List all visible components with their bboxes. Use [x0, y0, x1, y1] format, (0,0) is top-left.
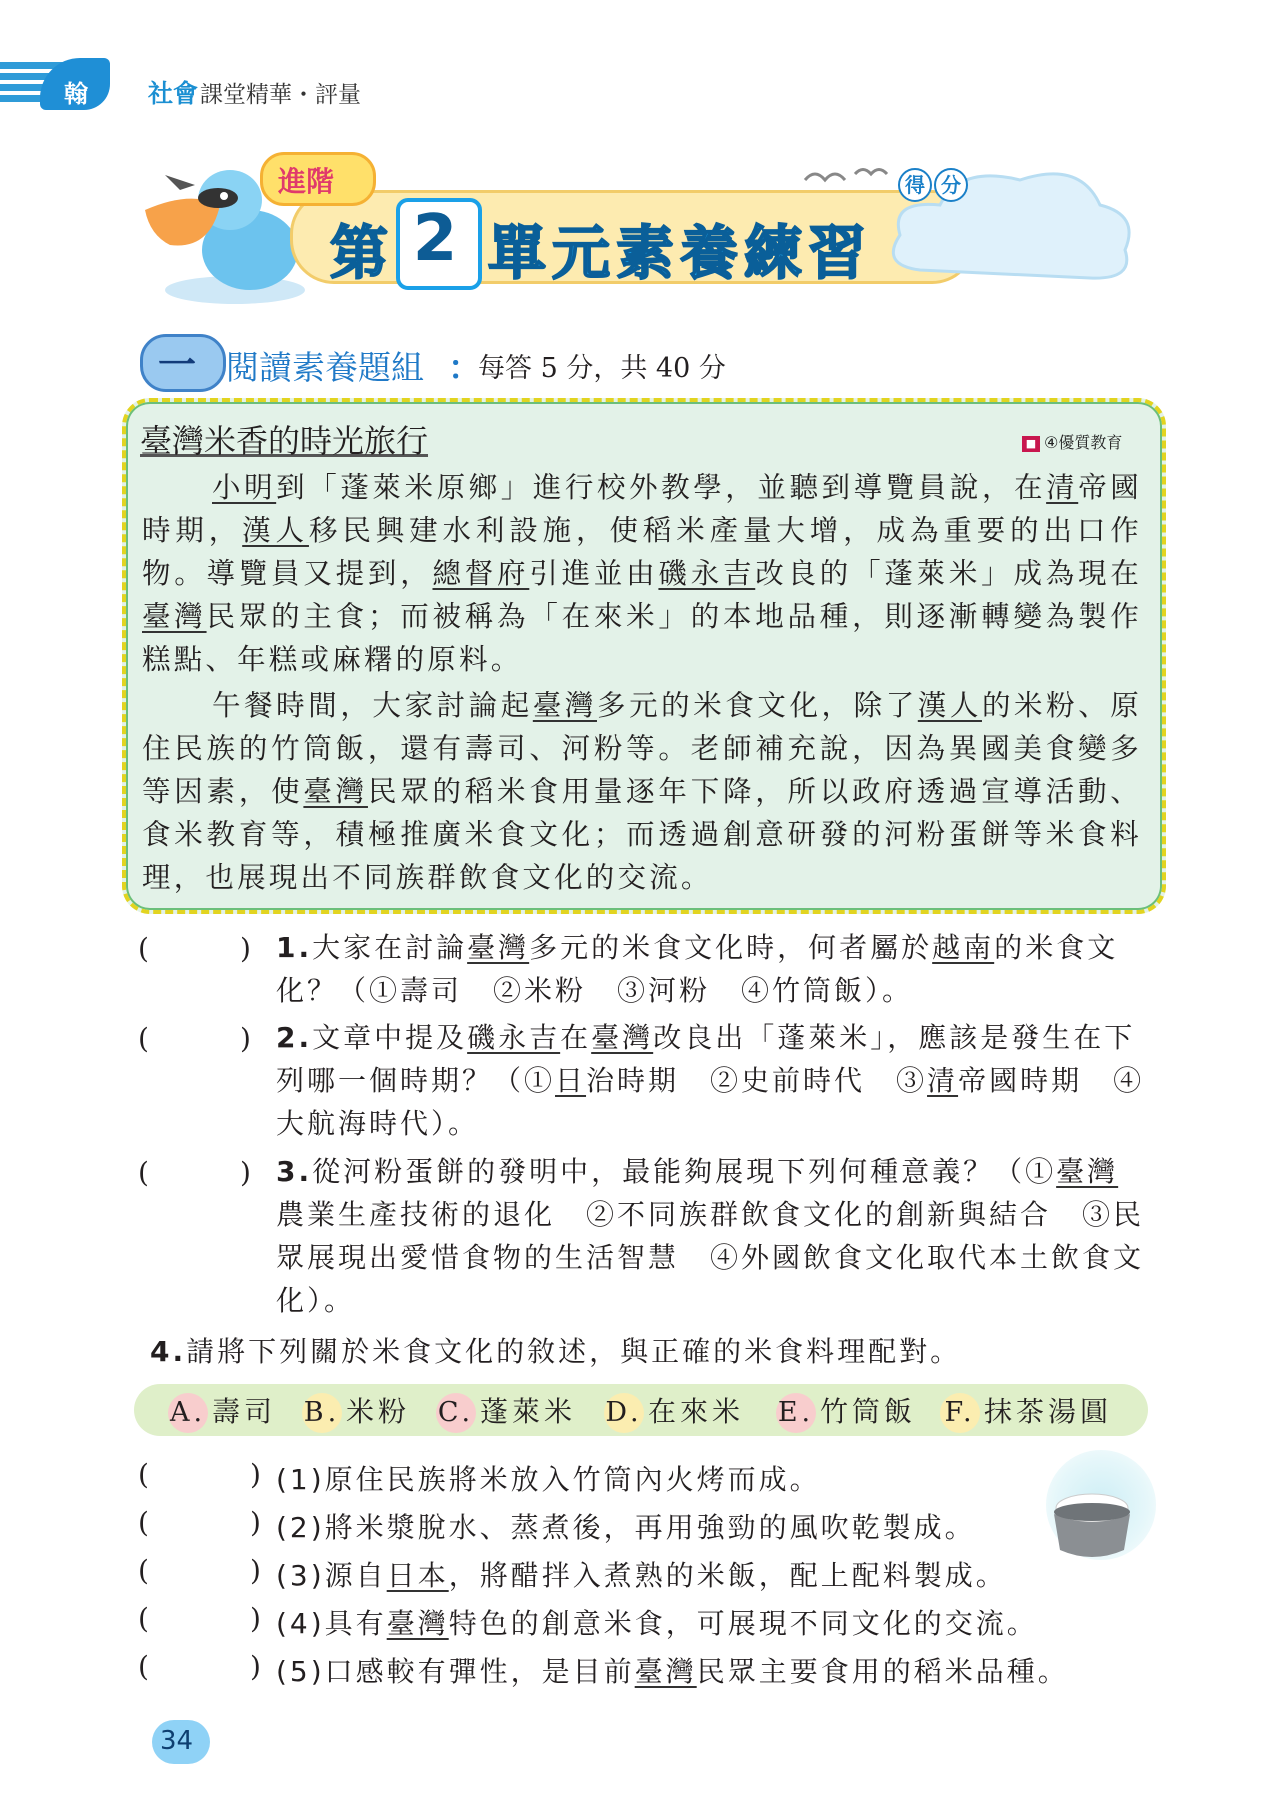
- matching-item-4: [276, 1602, 1038, 1642]
- question-3: [276, 1150, 1146, 1322]
- question-text: 文章中提及磯永吉在臺灣改良出「蓬萊米」，應該是發生在下列哪一個時期？（①日治時期 ②史前時代 ③清帝國時期 ④大航海時代）。: [276, 1021, 1145, 1140]
- answer-blank-open: (: [138, 1650, 152, 1683]
- answer-blank-close: ): [250, 1602, 264, 1635]
- brand-text: 翰: [64, 80, 88, 108]
- matching-text: 具有臺灣特色的創意米食，可展現不同文化的交流。: [324, 1607, 1038, 1640]
- option-letter: A.: [168, 1393, 208, 1433]
- birds-icon: [800, 160, 900, 190]
- option-f: [940, 1390, 1112, 1433]
- matching-item-1: [276, 1458, 821, 1498]
- answer-blank-open: (: [138, 1506, 152, 1539]
- score-char: 得: [898, 168, 932, 202]
- option-letter: D.: [604, 1393, 644, 1433]
- answer-blank-close: ): [240, 932, 251, 965]
- question-number: 2.: [276, 1021, 313, 1054]
- question-text: 從河粉蛋餅的發明中，最能夠展現下列何種意義？（①臺灣農業生產技術的退化 ②不同族群飲食文化的創新與結合 ③民眾展現出愛惜食物的生活智慧 ④外國飲食文化取代本土飲食文化）。: [276, 1155, 1145, 1317]
- answer-blank-close: ): [240, 1022, 251, 1055]
- section-scoring: 每答 5 分，共 40 分: [478, 353, 726, 384]
- unit-number: 2: [412, 202, 458, 276]
- book-icon: ■: [1022, 436, 1040, 452]
- question-number: 4.: [150, 1335, 187, 1368]
- level-tag-text: 進階: [278, 165, 335, 198]
- reading-paragraph-1: 小明到「蓬萊米原鄉」進行校外教學，並聽到導覽員說，在清帝國時期，漢人移民興建水利設施，使稻米產量大增，成為重要的出口作物。導覽員又提到，總督府引進並由磯永吉改良的「蓬萊米」成為現在臺灣民眾的主食；而被稱為「在來米」的本地品種，則逐漸轉變為製作糕點、年糕或麻糬的原料。: [142, 471, 1143, 676]
- matching-item-5: [276, 1650, 1069, 1690]
- question-1: [276, 926, 1146, 1012]
- matching-number: (3): [276, 1559, 325, 1592]
- answer-blank-open: (: [138, 1602, 152, 1635]
- option-text: 壽司: [212, 1395, 277, 1428]
- answer-blank-close: ): [250, 1458, 264, 1491]
- score-char: 分: [934, 168, 968, 202]
- page-number: 34: [160, 1726, 194, 1756]
- question-4: [150, 1330, 961, 1370]
- question-text: 大家在討論臺灣多元的米食文化時，何者屬於越南的米食文化？（①壽司 ②米粉 ③河粉 ④竹筒飯）。: [276, 931, 1119, 1007]
- matching-text: 原住民族將米放入竹筒內火烤而成。: [324, 1463, 821, 1496]
- answer-blank-close: ): [250, 1650, 264, 1683]
- answer-blank-open: (: [138, 1156, 149, 1189]
- option-d: [604, 1390, 744, 1433]
- matching-item-2: [276, 1506, 976, 1546]
- section-title: 閱讀素養題組: [226, 348, 424, 387]
- question-number: 1.: [276, 931, 313, 964]
- answer-blank-close: ): [240, 1156, 251, 1189]
- option-letter: F.: [940, 1393, 980, 1433]
- unit-title-pre: 第: [330, 219, 395, 287]
- answer-blank-open: (: [138, 932, 149, 965]
- option-b: [302, 1390, 410, 1433]
- subject-label: 社會: [148, 79, 199, 108]
- answer-blank-close: ): [250, 1506, 264, 1539]
- option-letter: B.: [302, 1393, 342, 1433]
- rice-bowl-icon: [1042, 1490, 1142, 1570]
- option-text: 抹茶湯圓: [984, 1395, 1113, 1428]
- answer-blank-open: (: [138, 1554, 152, 1587]
- reading-title: 臺灣米香的時光旅行: [140, 422, 429, 460]
- option-text: 蓬萊米: [480, 1395, 577, 1428]
- series-title: 課堂精華・評量: [200, 82, 361, 108]
- matching-number: (5): [276, 1655, 325, 1688]
- matching-text: 將米漿脫水、蒸煮後，再用強勁的風吹乾製成。: [324, 1511, 976, 1544]
- score-label: [898, 168, 970, 202]
- matching-number: (4): [276, 1607, 325, 1640]
- question-text: 請將下列關於米食文化的敘述，與正確的米食料理配對。: [186, 1335, 962, 1368]
- answer-blank-close: ): [250, 1554, 264, 1587]
- option-letter: E.: [776, 1393, 816, 1433]
- option-e: [776, 1390, 916, 1433]
- matching-number: (2): [276, 1511, 325, 1544]
- option-text: 在來米: [648, 1395, 745, 1428]
- option-text: 米粉: [346, 1395, 411, 1428]
- reading-paragraph-2: 午餐時間，大家討論起臺灣多元的米食文化，除了漢人的米粉、原住民族的竹筒飯，還有壽司、河粉等。老師補充說，因為異國美食變多等因素，使臺灣民眾的稻米食用量逐年下降，所以政府透過宣導活動、食米教育等，積極推廣米食文化；而透過創意研發的河粉蛋餅等米食料理，也展現出不同族群飲食文化的交流。: [142, 689, 1142, 894]
- section-colon: ：: [448, 348, 481, 387]
- matching-item-3: [276, 1554, 1007, 1594]
- matching-text: 源自日本，將醋拌入煮熟的米飯，配上配料製成。: [324, 1559, 1007, 1592]
- reading-tag-text: ④優質教育: [1044, 433, 1123, 452]
- option-c: [436, 1390, 576, 1433]
- matching-number: (1): [276, 1463, 325, 1496]
- option-a: [168, 1390, 276, 1433]
- question-2: [276, 1016, 1146, 1145]
- option-letter: C.: [436, 1393, 476, 1433]
- option-text: 竹筒飯: [820, 1395, 917, 1428]
- unit-title-post: 單元素養練習: [488, 219, 873, 287]
- question-number: 3.: [276, 1155, 313, 1188]
- matching-text: 口感較有彈性，是目前臺灣民眾主要食用的稻米品種。: [324, 1655, 1069, 1688]
- section-badge-text: 一: [158, 343, 197, 387]
- answer-blank-open: (: [138, 1022, 149, 1055]
- reading-tag: [1022, 430, 1122, 453]
- answer-blank-open: (: [138, 1458, 152, 1491]
